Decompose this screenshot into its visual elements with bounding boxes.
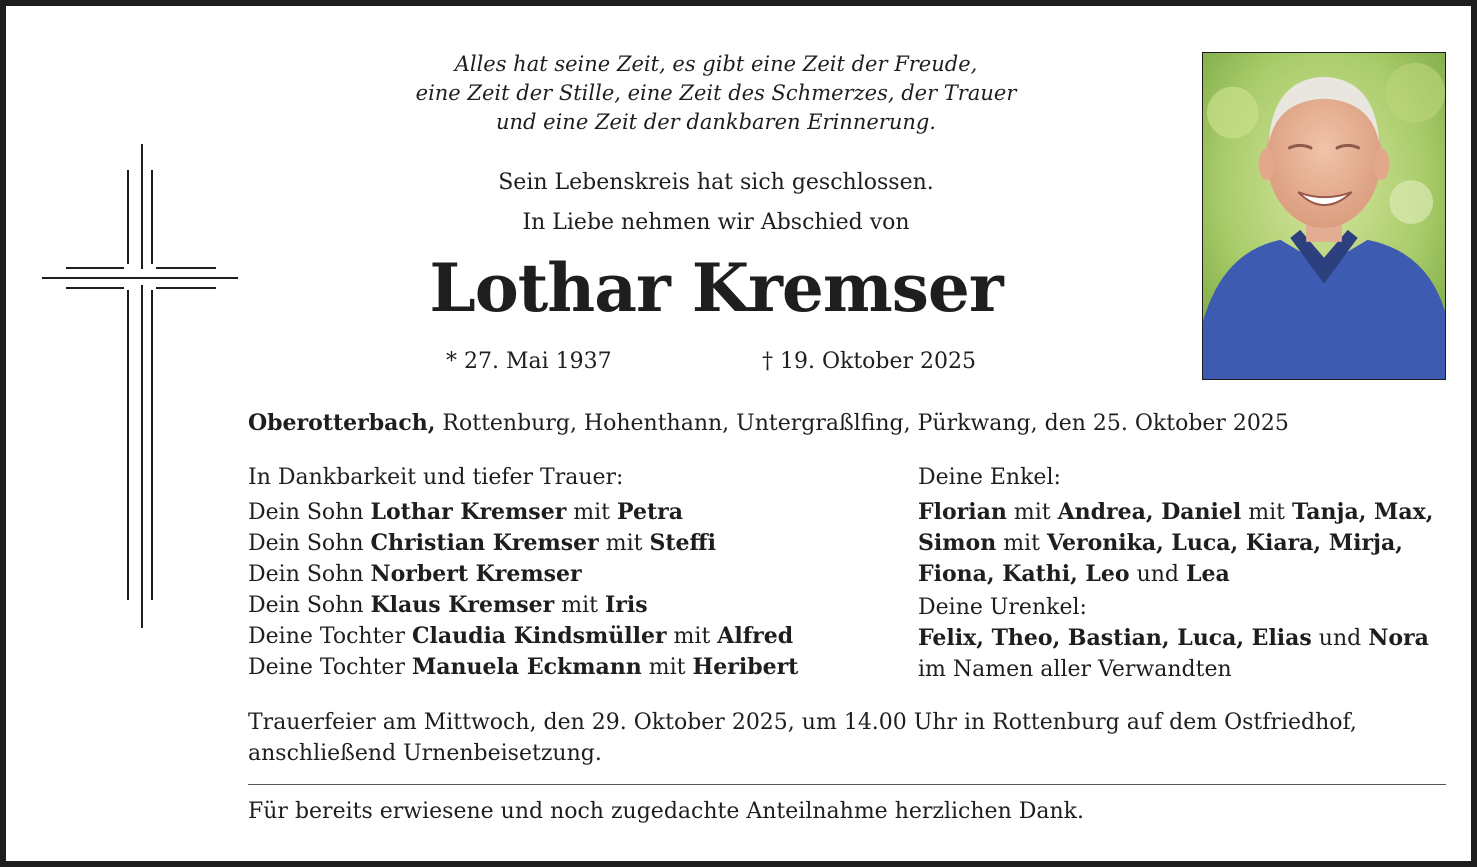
- relation-text: Dein Sohn: [248, 531, 371, 556]
- poem-line: Alles hat seine Zeit, es gibt eine Zeit der Freude,: [454, 52, 978, 76]
- name-text: Veronika, Luca, Kiara, Mirja,: [1046, 530, 1403, 556]
- name-text: Tanja, Max,: [1291, 499, 1434, 525]
- intro-line-1: Sein Lebenskreis hat sich geschlossen.: [498, 170, 934, 195]
- name-text: Iris: [604, 592, 648, 618]
- relation-text: Dein Sohn: [248, 593, 371, 618]
- poem: [246, 50, 1186, 137]
- name-text: Lea: [1186, 561, 1230, 587]
- great-grandchildren-label: Deine Urenkel:: [918, 595, 1087, 620]
- list-item: [248, 652, 888, 683]
- family-list: [248, 497, 888, 683]
- deceased-name: Lothar Kremser: [429, 249, 1003, 327]
- name-text: Simon: [918, 530, 997, 556]
- name-text: Andrea, Daniel: [1057, 499, 1242, 525]
- relation-text: mit: [554, 593, 605, 618]
- relation-text: mit: [641, 655, 693, 680]
- relation-text: Dein Sohn: [248, 562, 371, 587]
- mourners-label: In Dankbarkeit und tiefer Trauer:: [248, 465, 624, 490]
- place-rest: Rottenburg, Hohenthann, Untergraßlfing, Pürkwang, den 25. Oktober 2025: [435, 411, 1289, 436]
- name-text: Heribert: [692, 654, 799, 680]
- relation-text: und: [1311, 626, 1369, 651]
- relation-text: mit: [1006, 500, 1058, 525]
- birth-date: * 27. Mai 1937: [446, 349, 612, 374]
- mourners-right: [918, 462, 1458, 685]
- place-date-line: [248, 410, 1289, 436]
- list-item: [918, 623, 1458, 654]
- name-text: Petra: [617, 499, 683, 525]
- list-item: [248, 590, 888, 621]
- relation-text: mit: [566, 500, 618, 525]
- relation-text: mit: [666, 624, 718, 649]
- list-item: [918, 559, 1458, 590]
- relation-text: Deine Tochter: [248, 624, 412, 649]
- poem-line: und eine Zeit der dankbaren Erinnerung.: [496, 110, 936, 134]
- cross-icon: [42, 144, 242, 628]
- relation-text: mit: [1241, 500, 1292, 525]
- ceremony-info: Trauerfeier am Mittwoch, den 29. Oktober 2025, um 14.00 Uhr in Rottenburg auf dem Ostfriedhof, anschließend Urnenbeisetzung.: [248, 710, 1357, 766]
- name-text: Norbert Kremser: [370, 561, 582, 587]
- place-main: Oberotterbach,: [248, 410, 436, 436]
- name-text: Christian Kremser: [370, 530, 599, 556]
- name-text: Lothar Kremser: [370, 499, 567, 525]
- list-item: [248, 528, 888, 559]
- grandchildren-list: [918, 497, 1458, 590]
- name-text: Florian: [918, 499, 1007, 525]
- list-item: [248, 559, 888, 590]
- list-item: [918, 497, 1458, 528]
- poem-line: eine Zeit der Stille, eine Zeit des Schmerzes, der Trauer: [415, 81, 1017, 105]
- name-text: Fiona, Kathi, Leo: [918, 561, 1130, 587]
- portrait-photo: [1202, 52, 1446, 380]
- name-text: Alfred: [717, 623, 794, 649]
- mourners-left: [248, 462, 888, 683]
- list-item: [918, 528, 1458, 559]
- name-text: Klaus Kremser: [370, 592, 555, 618]
- list-item: [248, 497, 888, 528]
- name-text: Steffi: [649, 530, 716, 556]
- name-text: Manuela Eckmann: [411, 654, 642, 680]
- name-text: Claudia Kindsmüller: [411, 623, 667, 649]
- closing-line: im Namen aller Verwandten: [918, 657, 1232, 682]
- intro-line-2: In Liebe nehmen wir Abschied von: [522, 210, 910, 235]
- relation-text: Dein Sohn: [248, 500, 371, 525]
- grandchildren-label: Deine Enkel:: [918, 465, 1061, 490]
- relation-text: und: [1129, 562, 1186, 587]
- relation-text: Deine Tochter: [248, 655, 412, 680]
- name-text: Nora: [1368, 625, 1429, 651]
- divider: [248, 784, 1446, 785]
- name-text: Felix, Theo, Bastian, Luca, Elias: [918, 625, 1312, 651]
- thanks-line: Für bereits erwiesene und noch zugedachte Anteilnahme herzlichen Dank.: [248, 799, 1084, 824]
- relation-text: mit: [598, 531, 650, 556]
- great-grandchildren-list: [918, 623, 1458, 654]
- list-item: [248, 621, 888, 652]
- death-date: † 19. Oktober 2025: [762, 349, 977, 374]
- relation-text: mit: [996, 531, 1047, 556]
